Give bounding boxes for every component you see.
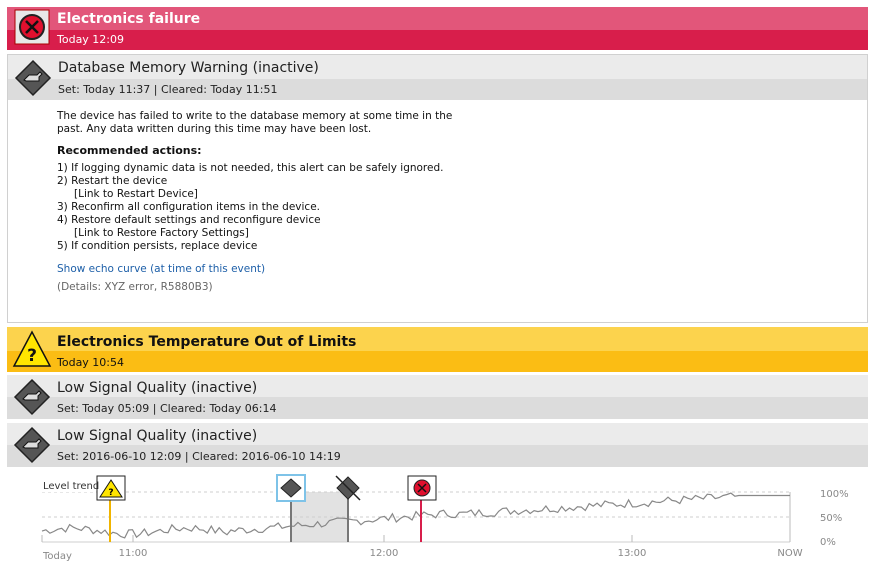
y-label-100: 100% — [820, 489, 849, 500]
recommended-actions-list — [57, 162, 477, 253]
warning-triangle-icon — [12, 329, 52, 369]
action-step: 1) If logging dynamic data is not needed, this alert can be safely ignored. — [57, 162, 444, 174]
event-low-signal-quality[interactable] — [7, 423, 868, 467]
event-subheader — [7, 30, 868, 50]
recommended-actions-heading: Recommended actions: — [57, 144, 202, 157]
event-temperature-out-of-limits[interactable] — [7, 327, 868, 372]
event-time: Set: Today 05:09 | Cleared: Today 06:14 — [57, 402, 277, 415]
action-step: 3) Reconfirm all configuration items in the device. — [57, 201, 320, 213]
event-details — [57, 110, 477, 294]
event-database-memory-warning[interactable] — [7, 54, 868, 323]
failure-marker[interactable] — [408, 476, 436, 500]
event-title: Electronics Temperature Out of Limits — [57, 334, 357, 350]
event-description: The device has failed to write to the database memory at some time in the past. Any data written during this time may have been lost. — [57, 110, 453, 135]
y-label-50: 50% — [820, 513, 843, 524]
svg-text:?: ? — [108, 488, 114, 498]
event-title: Database Memory Warning (inactive) — [58, 60, 319, 76]
event-subheader — [7, 351, 868, 372]
show-echo-curve-link[interactable]: Show echo curve (at time of this event) — [57, 263, 266, 275]
event-title: Electronics failure — [57, 11, 201, 27]
x-label-1100: 11:00 — [118, 548, 148, 559]
event-time: Set: 2016-06-10 12:09 | Cleared: 2016-06-10 14:19 — [57, 450, 341, 463]
restart-device-link[interactable]: [Link to Restart Device] — [74, 188, 198, 200]
x-label-1300: 13:00 — [617, 548, 647, 559]
action-step: 4) Restore default settings and reconfigure device — [57, 214, 321, 226]
event-time: Today 10:54 — [57, 356, 125, 369]
restore-factory-settings-link[interactable]: [Link to Restore Factory Settings] — [74, 227, 249, 239]
action-step: 5) If condition persists, replace device — [57, 240, 258, 252]
level-trend-chart[interactable] — [0, 470, 878, 561]
event-title: Low Signal Quality (inactive) — [57, 380, 258, 396]
warning-marker[interactable] — [97, 476, 125, 500]
event-time: Today 12:09 — [57, 33, 125, 46]
maintenance-oilcan-icon — [12, 425, 52, 465]
event-time: Set: Today 11:37 | Cleared: Today 11:51 — [58, 83, 278, 96]
x-label-today: Today — [43, 551, 72, 561]
event-low-signal-quality[interactable] — [7, 375, 868, 419]
y-label-0: 0% — [820, 537, 836, 548]
event-title: Low Signal Quality (inactive) — [57, 428, 258, 444]
error-details: (Details: XYZ error, R5880B3) — [57, 281, 213, 293]
maintenance-oilcan-icon — [13, 58, 53, 98]
x-label-now: NOW — [777, 548, 803, 559]
event-electronics-failure[interactable] — [7, 7, 868, 50]
db-warning-marker[interactable] — [277, 475, 305, 501]
x-label-1200: 12:00 — [369, 548, 399, 559]
svg-text:?: ? — [27, 346, 37, 366]
maintenance-oilcan-icon — [12, 377, 52, 417]
trend-label: Level trend — [43, 481, 100, 492]
failure-x-icon — [12, 9, 52, 49]
action-step: 2) Restart the device — [57, 175, 168, 187]
